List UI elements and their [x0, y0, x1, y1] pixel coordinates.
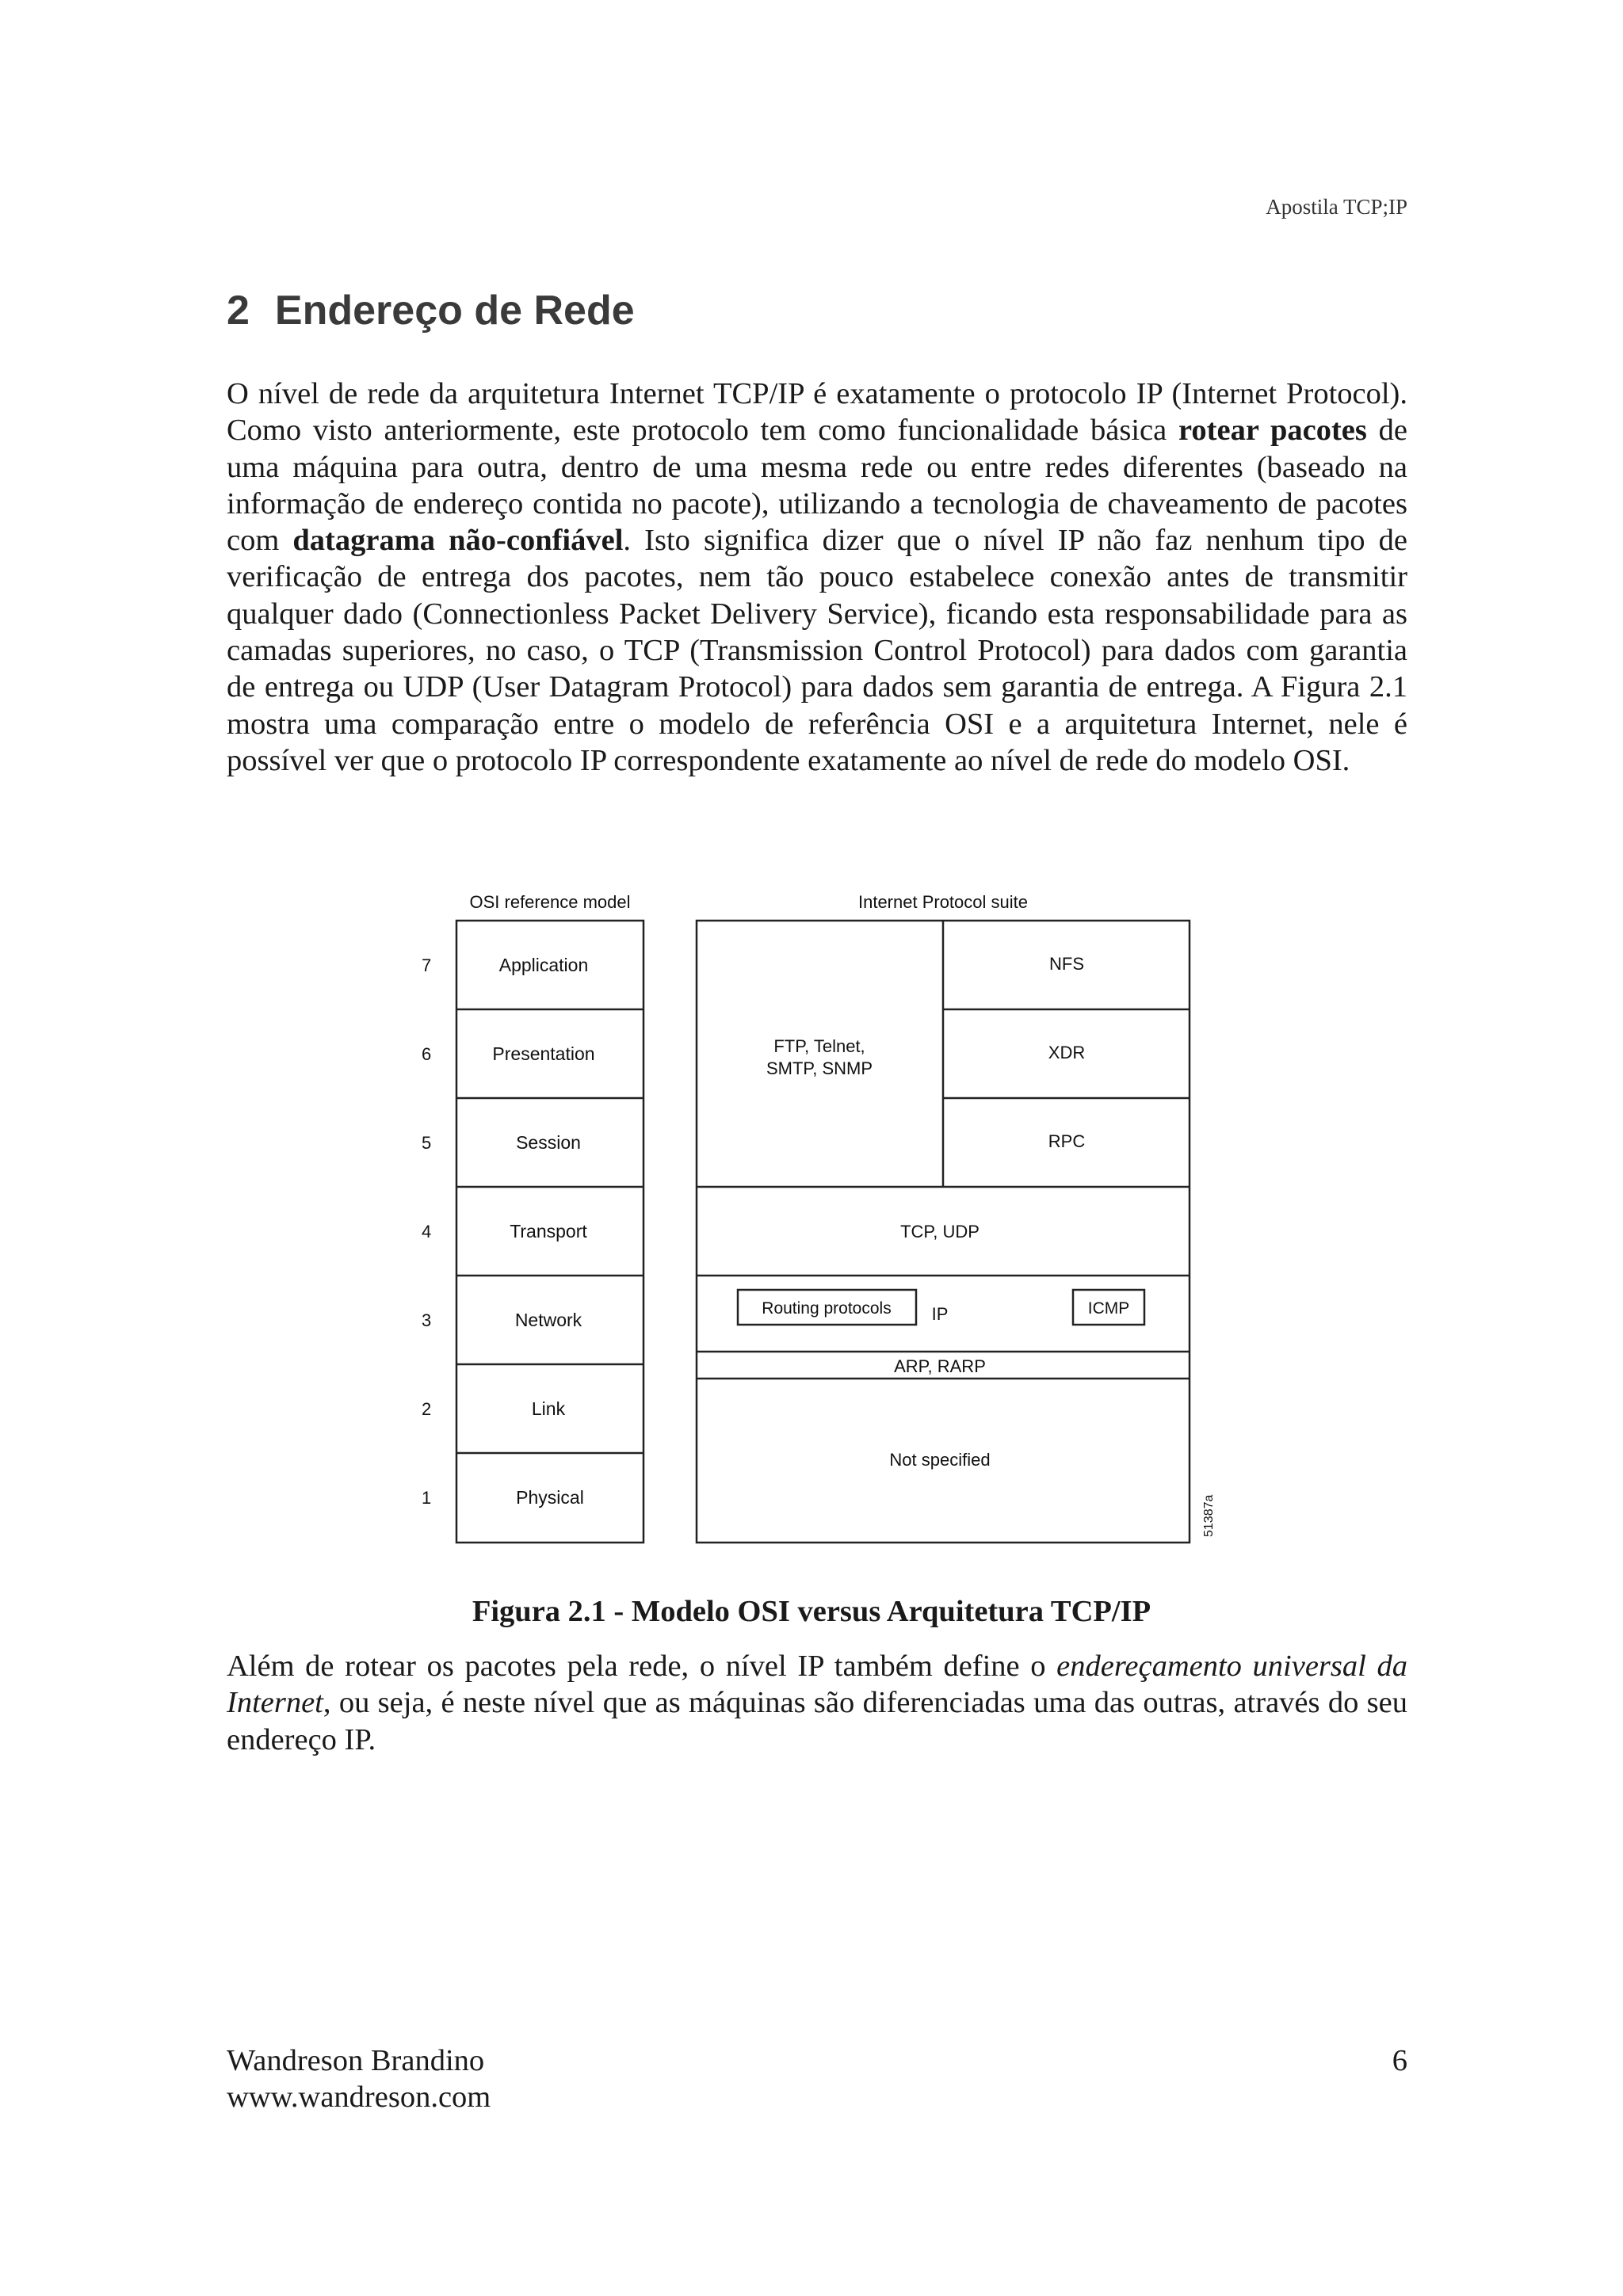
figure-id: 51387a	[1202, 1494, 1216, 1537]
paragraph-text: O nível de rede da arquitetura Internet TCP/IP é exatamente o protocolo IP (Internet Protocol). Como visto anteriormente, este protocolo tem como funcionalidade básica	[227, 377, 1407, 448]
suite-apps-line2: SMTP, SNMP	[766, 1058, 873, 1078]
layer-name: Transport	[510, 1221, 587, 1241]
layer-name: Session	[516, 1132, 581, 1153]
layer-number: 2	[422, 1399, 432, 1419]
layer-number: 5	[422, 1133, 432, 1153]
figure-caption: Figura 2.1 - Modelo OSI versus Arquitetura TCP/IP	[472, 1595, 1151, 1628]
layer-name: Network	[514, 1310, 582, 1330]
suite-not-specified: Not specified	[889, 1450, 991, 1470]
layer-name: Presentation	[492, 1043, 595, 1064]
layer-number: 4	[422, 1222, 432, 1241]
paragraph-ip-intro	[227, 376, 1407, 779]
osi-tcpip-diagram	[412, 879, 1236, 1553]
suite-routing-protocols: Routing protocols	[762, 1299, 892, 1318]
footer-url: www.wandreson.com	[227, 2081, 491, 2114]
suite-apps-line1: FTP, Telnet,	[773, 1036, 865, 1056]
layer-number: 1	[422, 1488, 432, 1508]
suite-nfs: NFS	[1049, 954, 1084, 974]
paragraph-text: , ou seja, é neste nível que as máquinas são diferenciadas uma das outras, através do seu endereço IP.	[227, 1686, 1407, 1756]
section-title: Endereço de Rede	[274, 288, 635, 334]
suite-arp-rarp: ARP, RARP	[894, 1356, 986, 1376]
section-heading	[227, 287, 635, 334]
layer-number: 6	[422, 1044, 432, 1064]
suite-icmp: ICMP	[1087, 1299, 1130, 1318]
layer-number: 3	[422, 1310, 432, 1330]
bold-term-datagrama: datagrama não-confiável	[292, 524, 624, 558]
figure-osi-vs-tcpip	[412, 879, 1236, 1553]
paragraph-text: de uma máquina para outra, dentro de uma mesma rede ou entre redes diferentes (baseado na informação de endereço contida no pacote), utilizando a tecnologia de chaveamento de pacotes com	[227, 414, 1408, 558]
layer-name: Physical	[516, 1487, 584, 1508]
page-number: 6	[1392, 2044, 1407, 2077]
footer-author: Wandreson Brandino	[227, 2044, 485, 2077]
running-header: Apostila TCP;IP	[1266, 195, 1407, 219]
section-number: 2	[227, 288, 250, 334]
layer-name: Link	[531, 1398, 566, 1419]
paragraph-text: . Isto significa dizer que o nível IP não faz nenhum tipo de verificação de entrega dos pacotes, nem tão pouco estabelece conexão antes de transmitir qualquer dado (Connectionless Packet Delivery Service), ficando esta responsabilidade para as camadas superiores, no caso, o TCP (Transmission Control Protocol) para dados com garantia de entrega ou UDP (User Datagram Protocol) para dados sem garantia de entrega. A Figura 2.1 mostra uma comparação entre o modelo de referência OSI e a arquitetura Internet, nele é possível ver que o protocolo IP correspondente exatamente ao nível de rede do modelo OSI.	[227, 524, 1407, 777]
layer-name: Application	[498, 955, 589, 975]
layer-number: 7	[422, 955, 432, 975]
suite-ip: IP	[931, 1304, 949, 1324]
suite-xdr: XDR	[1048, 1043, 1086, 1062]
paragraph-text: Além de rotear os pacotes pela rede, o nível IP também define o	[227, 1650, 1057, 1683]
suite-rpc: RPC	[1048, 1131, 1086, 1151]
bold-term-rotear-pacotes: rotear pacotes	[1178, 414, 1367, 448]
suite-title: Internet Protocol suite	[857, 892, 1029, 912]
suite-transport: TCP, UDP	[900, 1222, 980, 1241]
italic-term-enderecamento: endereçamento universal da Internet	[227, 1650, 1407, 1720]
osi-title: OSI reference model	[469, 892, 631, 912]
paragraph-ip-addressing	[227, 1648, 1407, 1758]
